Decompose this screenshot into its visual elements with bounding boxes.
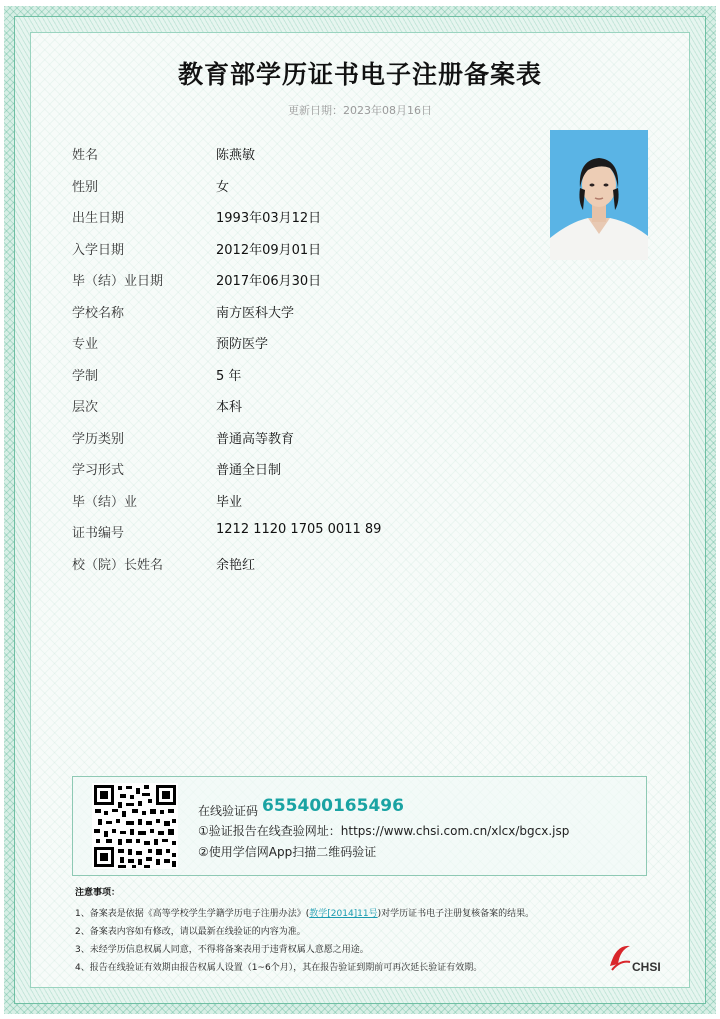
id-photo: [550, 130, 648, 260]
verification-code-label: 在线验证码: [198, 804, 259, 818]
qr-code[interactable]: [92, 783, 178, 869]
field-value: 女: [216, 180, 230, 195]
field-row-major: [72, 333, 512, 353]
field-value: 本科: [216, 400, 243, 415]
field-value: 普通高等教育: [216, 432, 295, 447]
field-value: 余艳红: [216, 558, 256, 573]
field-row-gender: [72, 176, 512, 196]
field-label: 毕（结）业日期: [72, 274, 164, 289]
field-value: 2017年06月30日: [216, 274, 322, 289]
note-item-2: 2、备案表内容如有修改，请以最新在线验证的内容为准。: [75, 927, 306, 937]
field-label: 学制: [72, 369, 99, 384]
field-value: 普通全日制: [216, 463, 282, 478]
verification-app-text: ②使用学信网App扫描二维码验证: [198, 845, 377, 859]
field-label: 出生日期: [72, 211, 125, 226]
field-row-study-form: [72, 459, 512, 479]
field-label: 学习形式: [72, 463, 125, 478]
field-value: 2012年09月01日: [216, 243, 322, 258]
note-text: )对学历证书电子注册复核备案的结果。: [377, 909, 535, 919]
verification-url-text: ①验证报告在线查验网址：https://www.chsi.com.cn/xlcx/bgcx.jsp: [198, 824, 570, 838]
field-label: 专业: [72, 337, 99, 352]
document-title: 教育部学历证书电子注册备案表: [177, 60, 542, 89]
field-label: 入学日期: [72, 243, 125, 258]
note-item-3: 3、未经学历信息权属人同意，不得将备案表用于违背权属人意愿之用途。: [75, 945, 369, 955]
verification-code: 655400165496: [262, 796, 404, 816]
field-row-level: [72, 396, 512, 416]
field-label: 姓名: [72, 148, 99, 163]
field-row-birth-date: [72, 207, 512, 227]
field-row-school: [72, 302, 512, 322]
note-text: 1、备案表是依据《高等学校学生学籍学历电子注册办法》(: [75, 909, 310, 919]
note-item-1: [75, 906, 534, 919]
field-value: 陈燕敏: [216, 148, 256, 163]
field-label: 毕（结）业: [72, 495, 138, 510]
field-label: 校（院）长姓名: [72, 558, 164, 573]
field-label: 性别: [72, 180, 99, 195]
note-item-4: 4、报告在线验证有效期由报告权属人设置（1~6个月），其在报告验证到期前可再次延长验证有效期。: [75, 963, 483, 973]
field-label: 证书编号: [72, 526, 125, 541]
update-date: 更新日期：2023年08月16日: [288, 104, 432, 117]
field-label: 学历类别: [72, 432, 125, 447]
chsi-logo-text: CHSI: [632, 960, 661, 974]
field-row-duration: [72, 365, 512, 385]
field-value: 1993年03月12日: [216, 211, 322, 226]
field-value: 1212 1120 1705 0011 89: [216, 522, 382, 537]
field-value: 南方医科大学: [216, 306, 295, 321]
field-row-president: [72, 554, 512, 574]
field-value: 5 年: [216, 369, 242, 384]
regulation-link[interactable]: 教学[2014]11号: [309, 909, 378, 919]
field-value: 毕业: [216, 495, 243, 510]
field-row-education-type: [72, 428, 512, 448]
field-row-graduation-date: [72, 270, 512, 290]
field-row-name: [72, 144, 512, 164]
field-label: 学校名称: [72, 306, 125, 321]
notes-title: 注意事项：: [75, 888, 121, 898]
field-row-certificate-number: [72, 522, 512, 542]
field-value: 预防医学: [216, 337, 269, 352]
field-label: 层次: [72, 400, 99, 415]
field-row-completion: [72, 491, 512, 511]
field-row-enroll-date: [72, 239, 512, 259]
